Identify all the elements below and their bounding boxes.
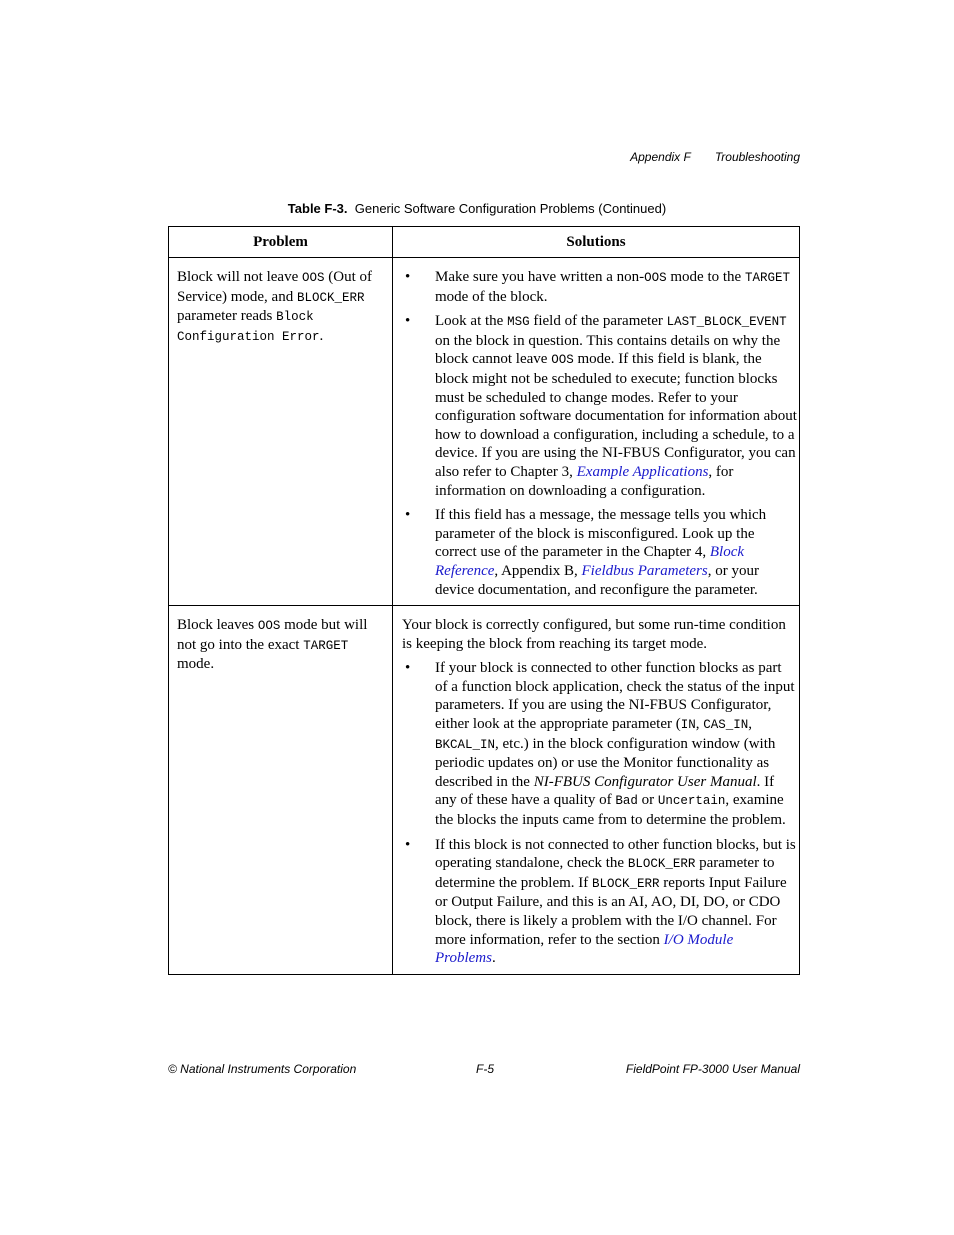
list-item <box>402 312 797 500</box>
bullet: • <box>405 660 411 677</box>
link-block-reference[interactable]: Block Reference <box>435 544 745 579</box>
footer-copyright: © National Instruments Corporation <box>168 1062 357 1076</box>
bullet: • <box>405 269 411 285</box>
running-header <box>630 150 800 164</box>
link-fieldbus-parameters[interactable]: Fieldbus Parameters <box>581 562 708 579</box>
col-header-solutions: Solutions <box>393 227 800 258</box>
code: BKCAL_IN <box>435 737 496 752</box>
code: LAST_BLOCK_EVENT <box>666 315 787 330</box>
code-target: TARGET <box>303 638 349 653</box>
page-number: F-5 <box>476 1062 494 1076</box>
problem-cell <box>169 606 393 975</box>
table-row <box>169 606 800 975</box>
code-oos: OOS <box>257 619 281 634</box>
solutions-cell <box>393 258 800 606</box>
text: mode. <box>177 656 215 673</box>
code: CAS_IN <box>703 718 749 733</box>
code-block-config-error: Block Configuration Error <box>177 310 320 344</box>
header-section: Appendix F <box>630 150 691 164</box>
text: , <box>695 716 704 733</box>
text: , examine the blocks the inputs came from to determine the problem. <box>435 792 786 829</box>
text: (Out of Service) mode, and <box>177 269 372 305</box>
text: parameter to determine the problem. If <box>435 855 775 891</box>
text: If this field has a message, the message tells you which parameter of the block is misconfigured. Look up the correct use of the parameter in the Chapter 4, <box>435 507 767 561</box>
text: , for information on downloading a configuration. <box>435 463 734 499</box>
list-item <box>402 506 797 599</box>
code: OOS <box>551 353 574 368</box>
list-item <box>402 836 797 968</box>
text: Look at the <box>435 313 508 330</box>
text: . <box>491 950 496 967</box>
list-item <box>402 659 797 829</box>
footer-manual-title: FieldPoint FP-3000 User Manual <box>625 1062 800 1076</box>
problems-table <box>168 226 800 975</box>
link-example-applications[interactable]: Example Applications <box>576 463 709 480</box>
code: TARGET <box>744 271 790 285</box>
text: . <box>319 327 324 344</box>
bullet: • <box>405 836 411 853</box>
text: , or your device documentation, and reconfigure the parameter. <box>435 562 759 598</box>
table-header-row <box>169 227 800 258</box>
text: reports Input Failure or Output Failure, and this is an AI, AO, DI, DO, or CDO block, there is likely a problem with the I/O channel. For more information, refer to the section <box>435 874 787 948</box>
code: BLOCK_ERR <box>627 857 696 872</box>
text: If this block is not connected to other function blocks, but is operating standalone, check the <box>435 836 796 872</box>
text: Make sure you have written a non- <box>435 269 645 285</box>
bullet: • <box>405 507 411 524</box>
col-header-problem: Problem <box>169 227 393 258</box>
manual-title: NI-FBUS Configurator User Manual <box>533 773 757 790</box>
link-io-module-problems[interactable]: I/O Module Problems <box>435 931 734 967</box>
text: , <box>748 716 752 733</box>
code-block-err: BLOCK_ERR <box>296 290 365 305</box>
text: mode but will not go into the exact <box>177 617 368 653</box>
solutions-cell <box>393 606 800 975</box>
table-caption <box>0 201 954 216</box>
solutions-list <box>402 268 797 599</box>
text: , Appendix B, <box>494 562 582 579</box>
bullet: • <box>405 313 411 330</box>
code: MSG <box>507 315 530 330</box>
text: parameter reads <box>177 308 277 325</box>
table-row <box>169 258 800 606</box>
header-title: Troubleshooting <box>714 150 800 164</box>
caption-label: Table F-3. <box>287 201 348 216</box>
code: Uncertain <box>657 794 726 809</box>
text: mode. If this field is blank, the block might not be scheduled to execute; function blocks must be scheduled to change modes. Refer to your configuration software documentation for information about how to download a configuration, including a schedule, to a device. If you are using the NI-FBUS Configurator, you can also refer to Chapter 3, <box>435 351 797 480</box>
caption-text: Generic Software Configuration Problems (Continued) <box>354 201 667 216</box>
code-oos: OOS <box>301 271 325 285</box>
text: . If any of these have a quality of <box>435 773 775 809</box>
text: Block will not leave <box>177 269 302 285</box>
text: field of the parameter <box>529 313 667 330</box>
code: OOS <box>644 271 667 285</box>
text: on the block in question. This contains details on why the block cannot leave <box>435 332 781 368</box>
text: Block leaves <box>177 617 258 634</box>
problem-cell <box>169 258 393 606</box>
text: or <box>637 792 658 809</box>
code: IN <box>680 718 696 733</box>
list-item <box>402 268 797 306</box>
solutions-list <box>402 659 797 968</box>
text: mode of the block. <box>435 288 548 305</box>
text: If your block is connected to other function blocks as part of a function block application, check the status of the input parameters. If you are using the NI-FBUS Configurator, either look at the appropriate parameter ( <box>435 660 795 733</box>
code: Bad <box>615 794 638 809</box>
text: mode to the <box>666 269 745 285</box>
code: BLOCK_ERR <box>592 876 660 891</box>
text: , etc.) in the block configuration window (with periodic updates on) or use the Monitor functionality as described in the <box>435 735 776 790</box>
solution-intro: Your block is correctly configured, but some run-time condition is keeping the block from reaching its target mode. <box>402 617 786 652</box>
